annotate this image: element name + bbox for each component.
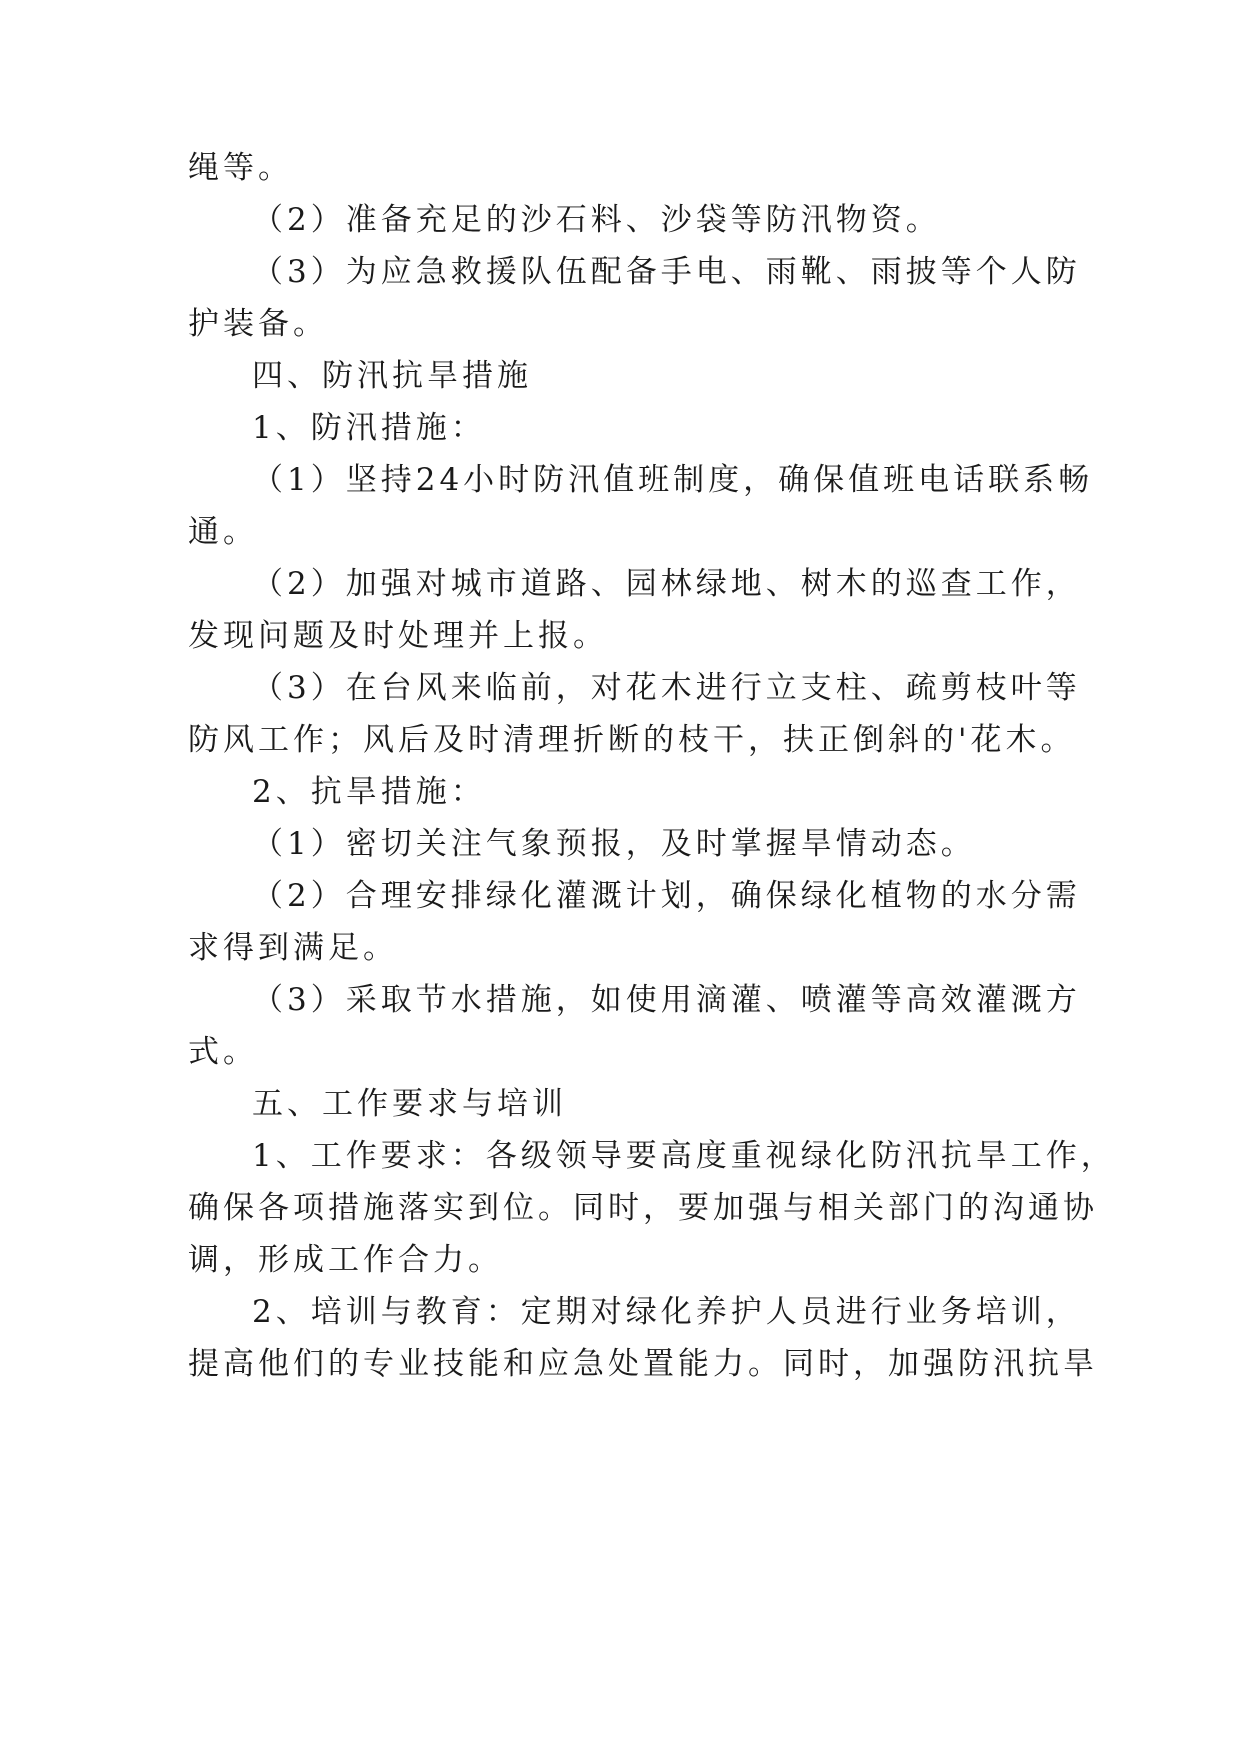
text-line: （2）合理安排绿化灌溉计划，确保绿化植物的水分需: [252, 878, 1081, 914]
subsection-heading: 1、防汛措施：: [252, 410, 486, 446]
text-line: 式。: [188, 1034, 258, 1070]
section-heading: 五、工作要求与培训: [252, 1086, 567, 1122]
text-line: 调，形成工作合力。: [188, 1242, 503, 1278]
text-line: 护装备。: [188, 306, 328, 342]
text-line: （1）密切关注气象预报，及时掌握旱情动态。: [252, 826, 976, 862]
text-line: 确保各项措施落实到位。同时，要加强与相关部门的沟通协: [188, 1190, 1098, 1226]
section-heading: 四、防汛抗旱措施: [252, 358, 532, 394]
text-line: （1）坚持24小时防汛值班制度，确保值班电话联系畅: [252, 462, 1094, 498]
text-line: 2、培训与教育：定期对绿化养护人员进行业务培训，: [252, 1294, 1081, 1330]
text-line: 求得到满足。: [188, 930, 398, 966]
text-line: （3）采取节水措施，如使用滴灌、喷灌等高效灌溉方: [252, 982, 1081, 1018]
text-line: （2）加强对城市道路、园林绿地、树木的巡查工作，: [252, 566, 1081, 602]
text-line: （3）在台风来临前，对花木进行立支柱、疏剪枝叶等: [252, 670, 1081, 706]
text-line: 防风工作；风后及时清理折断的枝干，扶正倒斜的'花木。: [188, 722, 1076, 758]
text-line: 1、工作要求：各级领导要高度重视绿化防汛抗旱工作，: [252, 1138, 1116, 1174]
subsection-heading: 2、抗旱措施：: [252, 774, 486, 810]
text-line: （2）准备充足的沙石料、沙袋等防汛物资。: [252, 202, 941, 238]
text-line: 绳等。: [188, 150, 293, 186]
text-line: （3）为应急救援队伍配备手电、雨靴、雨披等个人防: [252, 254, 1081, 290]
text-line: 提高他们的专业技能和应急处置能力。同时，加强防汛抗旱: [188, 1346, 1098, 1382]
text-line: 发现问题及时处理并上报。: [188, 618, 608, 654]
text-line: 通。: [188, 514, 258, 550]
